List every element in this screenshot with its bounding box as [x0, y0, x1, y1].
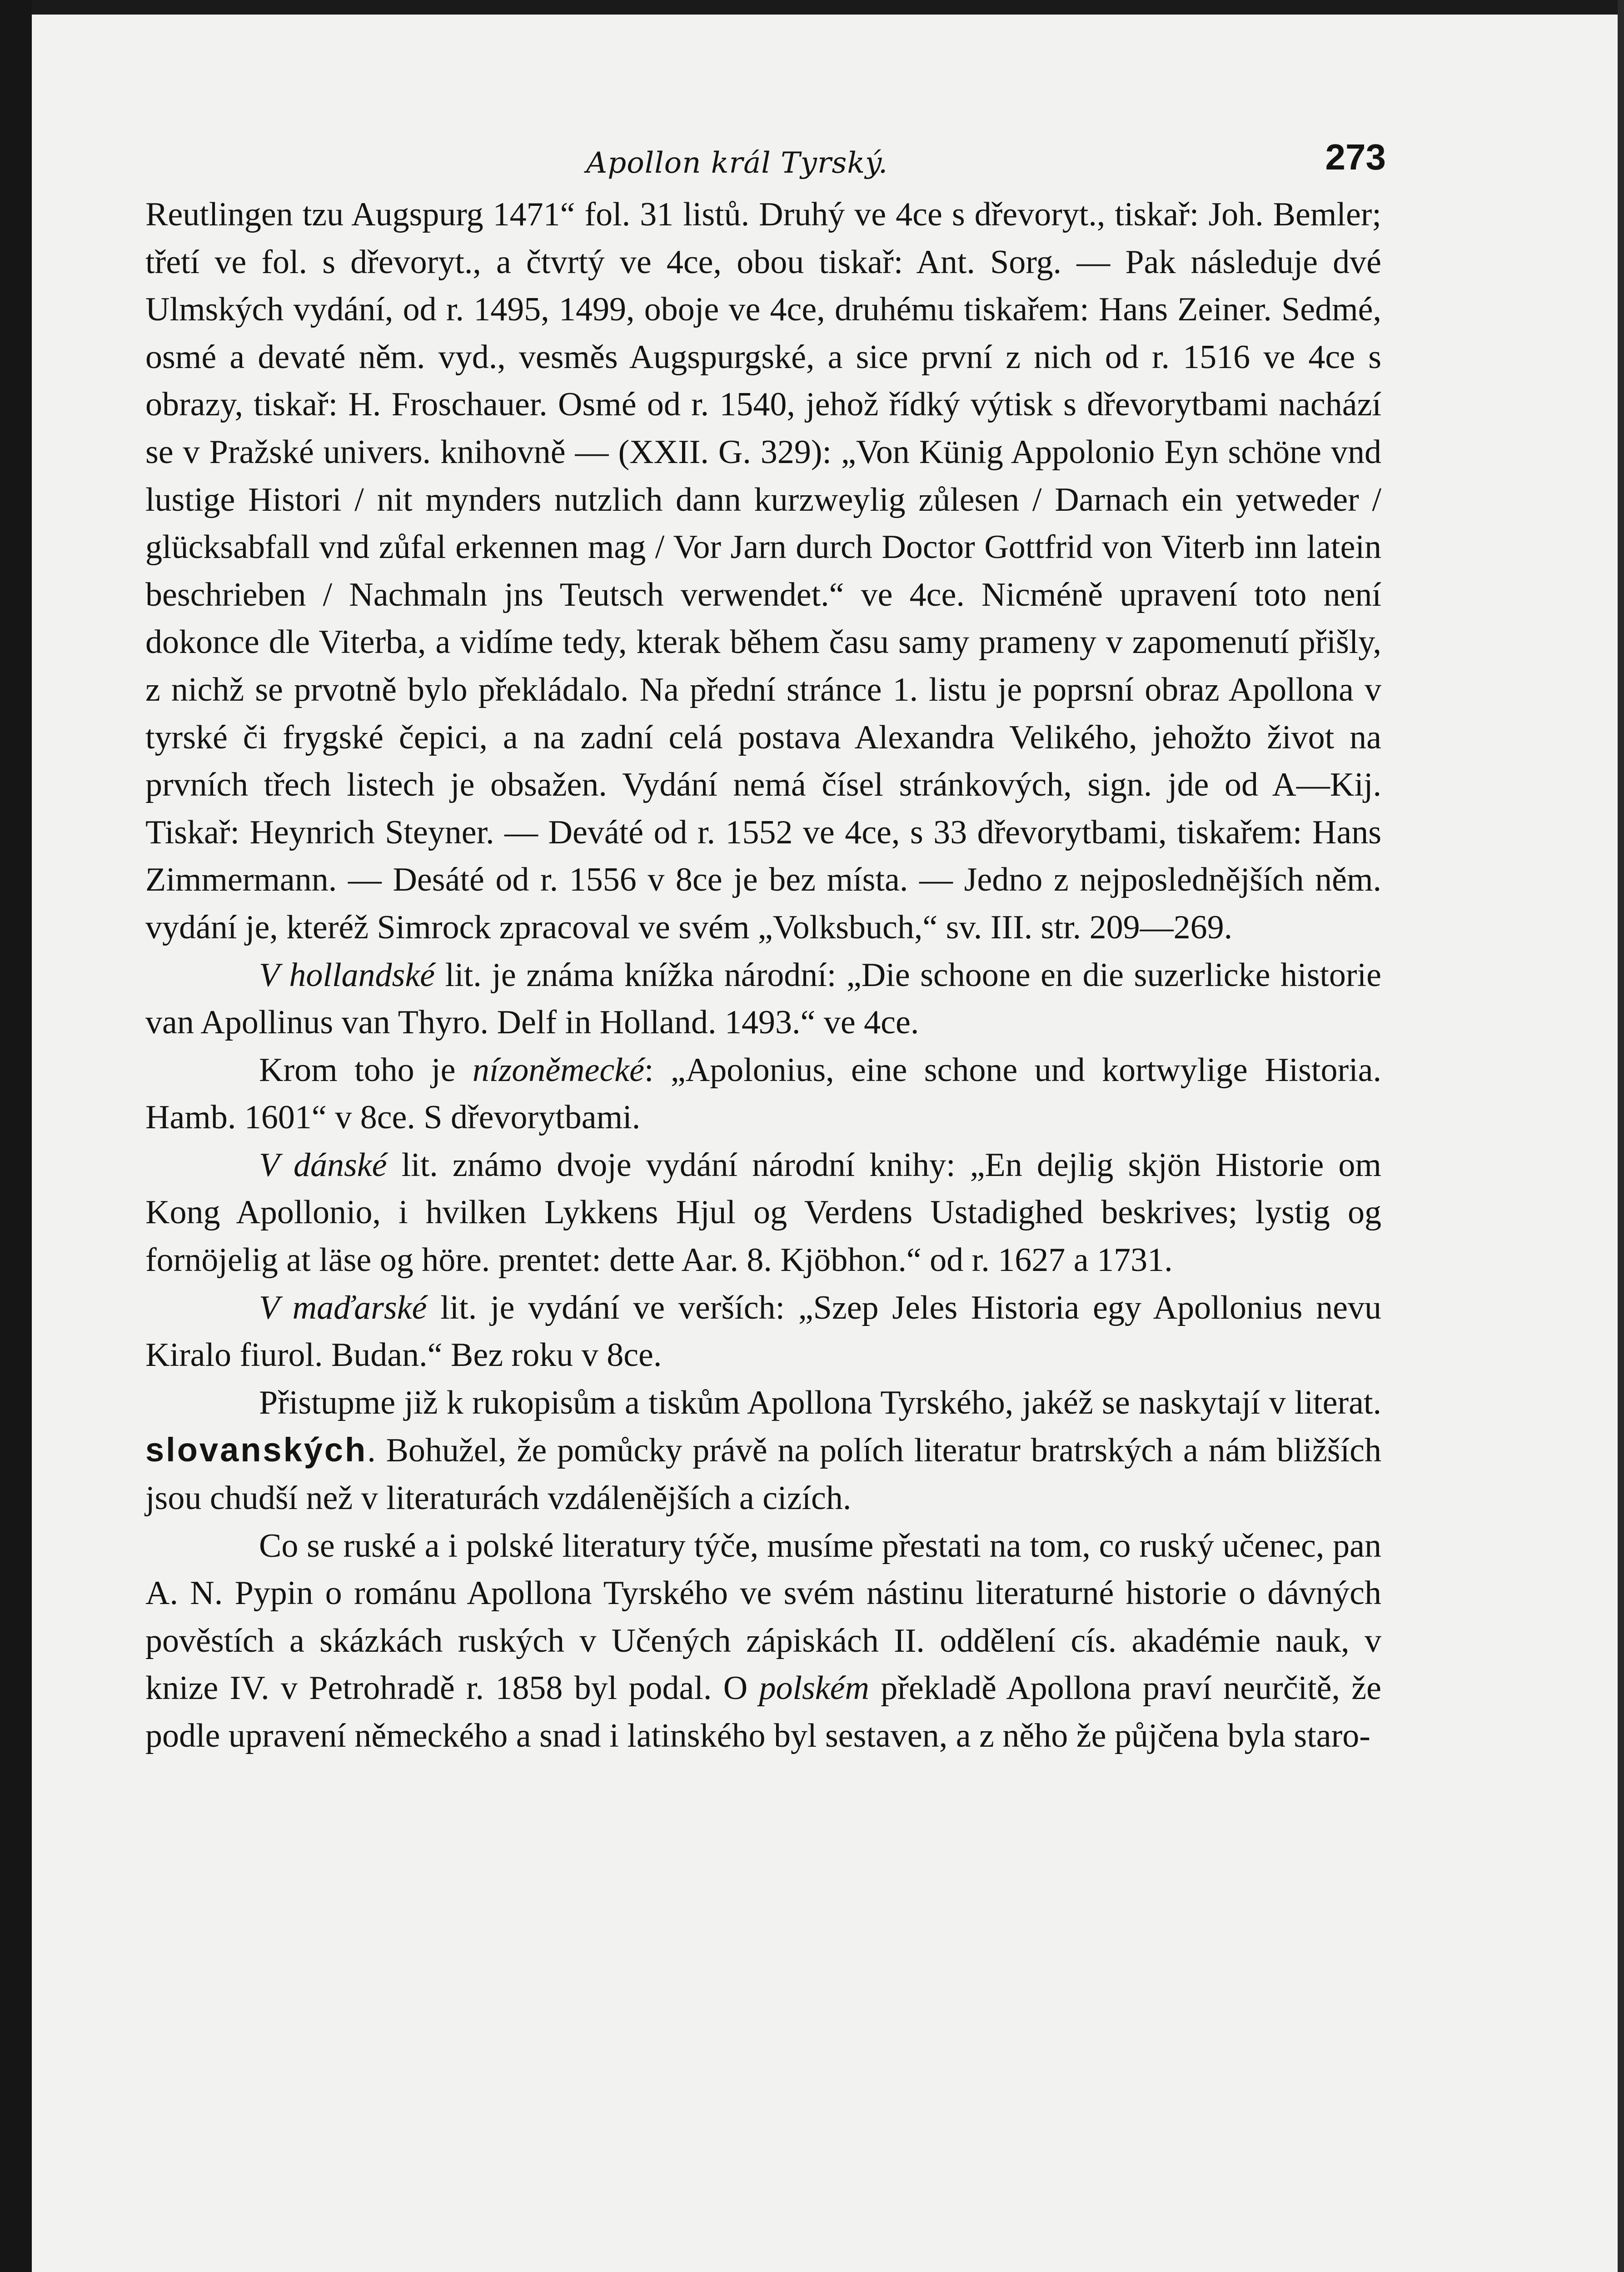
text-em: V hollandské: [259, 956, 435, 994]
paragraph-p2: [145, 952, 1381, 1046]
paragraph-p7: [145, 1522, 1381, 1760]
paragraph-p1: [145, 191, 1381, 952]
scan-border-left: [0, 0, 32, 2272]
text-run: Co se ruské a i polské literatury týče, musíme přestati na tom, co ruský učenec, pan A. N. Pypin o románu Apollona Tyrského ve svém nástinu literaturné historie o dávných pověstích a skázkách ruských v Učených zápiskách II. oddělení cís. akadémie nauk, v knize IV. v Petrohradě r. 1858 byl podal. O: [145, 1527, 1381, 1707]
text-em: V dánské: [259, 1146, 387, 1184]
paragraph-p3: [145, 1046, 1381, 1141]
text-run: lit. známo dvoje vydání národní knihy: „En dejlig skjön Historie om Kong Apollonio, i hvilken Lykkens Hjul og Verdens Ustadighed beskrives; lystig og fornöjelig at läse og höre. prentet: dette Aar. 8. Kjöbhon.“ od r. 1627 a 1731.: [145, 1146, 1381, 1279]
body-text: [145, 191, 1381, 1760]
text-em: nízoněmecké: [472, 1051, 644, 1089]
book-page: [145, 136, 1386, 1760]
text-run: Krom toho je: [259, 1051, 473, 1089]
running-title: Apollon král Tyrský.: [586, 146, 888, 180]
text-run: překladě Apollona praví neurčitě, že podle upravení německého a snad i latinského byl sestaven, a z něho že půjčena byla staro-: [145, 1669, 1381, 1754]
text-spaced: slovanských: [145, 1431, 368, 1469]
paragraph-p6: [145, 1379, 1381, 1522]
paragraph-p5: [145, 1284, 1381, 1379]
text-run: : „Apolonius, eine schone und kortwylige Historia. Hamb. 1601“ v 8ce. S dřevorytbami.: [145, 1051, 1381, 1136]
text-run: lit. je známa knížka národní: „Die schoone en die suzerlicke historie van Apollinus van Thyro. Delf in Holland. 1493.“ ve 4ce.: [145, 956, 1381, 1041]
scan-border-right: [1618, 0, 1624, 2272]
text-run: . Bohužel, že pomůcky právě na polích literatur bratrských a nám bližších jsou chudší než v literaturách vzdálenějších a cizích.: [145, 1432, 1381, 1517]
text-em: V maďarské: [259, 1289, 427, 1326]
text-em: polském: [759, 1669, 869, 1707]
scan-border-top: [0, 0, 1624, 15]
page-number: 273: [1325, 137, 1386, 177]
paragraph-p4: [145, 1141, 1381, 1284]
text-run: lit. je vydání ve verších: „Szep Jeles Historia egy Apollonius nevu Kiralo fiurol. Budan.“ Bez roku v 8ce.: [145, 1289, 1381, 1374]
text-run: Přistupme již k rukopisům a tiskům Apollona Tyrského, jakéž se naskytají v literat.: [259, 1384, 1381, 1421]
text-run: Reutlingen tzu Augspurg 1471“ fol. 31 listů. Druhý ve 4ce s dřevoryt., tiskař: Joh. Bemler; třetí ve fol. s dřevoryt., a čtvrtý ve 4ce, obou tiskař: Ant. Sorg. — Pak následuje dvé Ulmských vydání, od r. 1495, 1499, oboje ve 4ce, druhému tiskařem: Hans Zeiner. Sedmé, osmé a devaté něm. vyd., vesměs Augspurgské, a sice první z nich od r. 1516 ve 4ce s obrazy, tiskař: H. Froschauer. Osmé od r. 1540, jehož řídký výtisk s dřevorytbami nachází se v Pražské univers. knihovně — (XXII. G. 329): „Von Künig Appolonio Eyn schöne vnd lustige Histori / nit mynders nutzlich dann kurzweylig zůlesen / Darnach ein yetweder / glücksabfall vnd zůfal erkennen mag / Vor Jarn durch Doctor Gottfrid von Viterb inn latein beschrieben / Nachmaln jns Teutsch verwendet.“ ve 4ce. Nicméně upravení toto není dokonce dle Viterba, a vidíme tedy, kterak během času samy prameny v zapomenutí přišly, z nichž se prvotně bylo překládalo. Na přední stránce 1. listu je poprsní obraz Apollona v tyrské či frygské čepici, a na zadní celá postava Alexandra Velikého, jehožto život na prvních třech listech je obsažen. Vydání nemá čísel stránkových, sign. jde od A—Kij. Tiskař: Heynrich Steyner. — Deváté od r. 1552 ve 4ce, s 33 dřevorytbami, tiskařem: Hans Zimmermann. — Desáté od r. 1556 v 8ce je bez místa. — Jedno z nejposlednějších něm. vydání je, kteréž Simrock zpracoval ve svém „Volksbuch,“ sv. III. str. 209—269.: [145, 196, 1381, 946]
running-head: [145, 136, 1386, 191]
